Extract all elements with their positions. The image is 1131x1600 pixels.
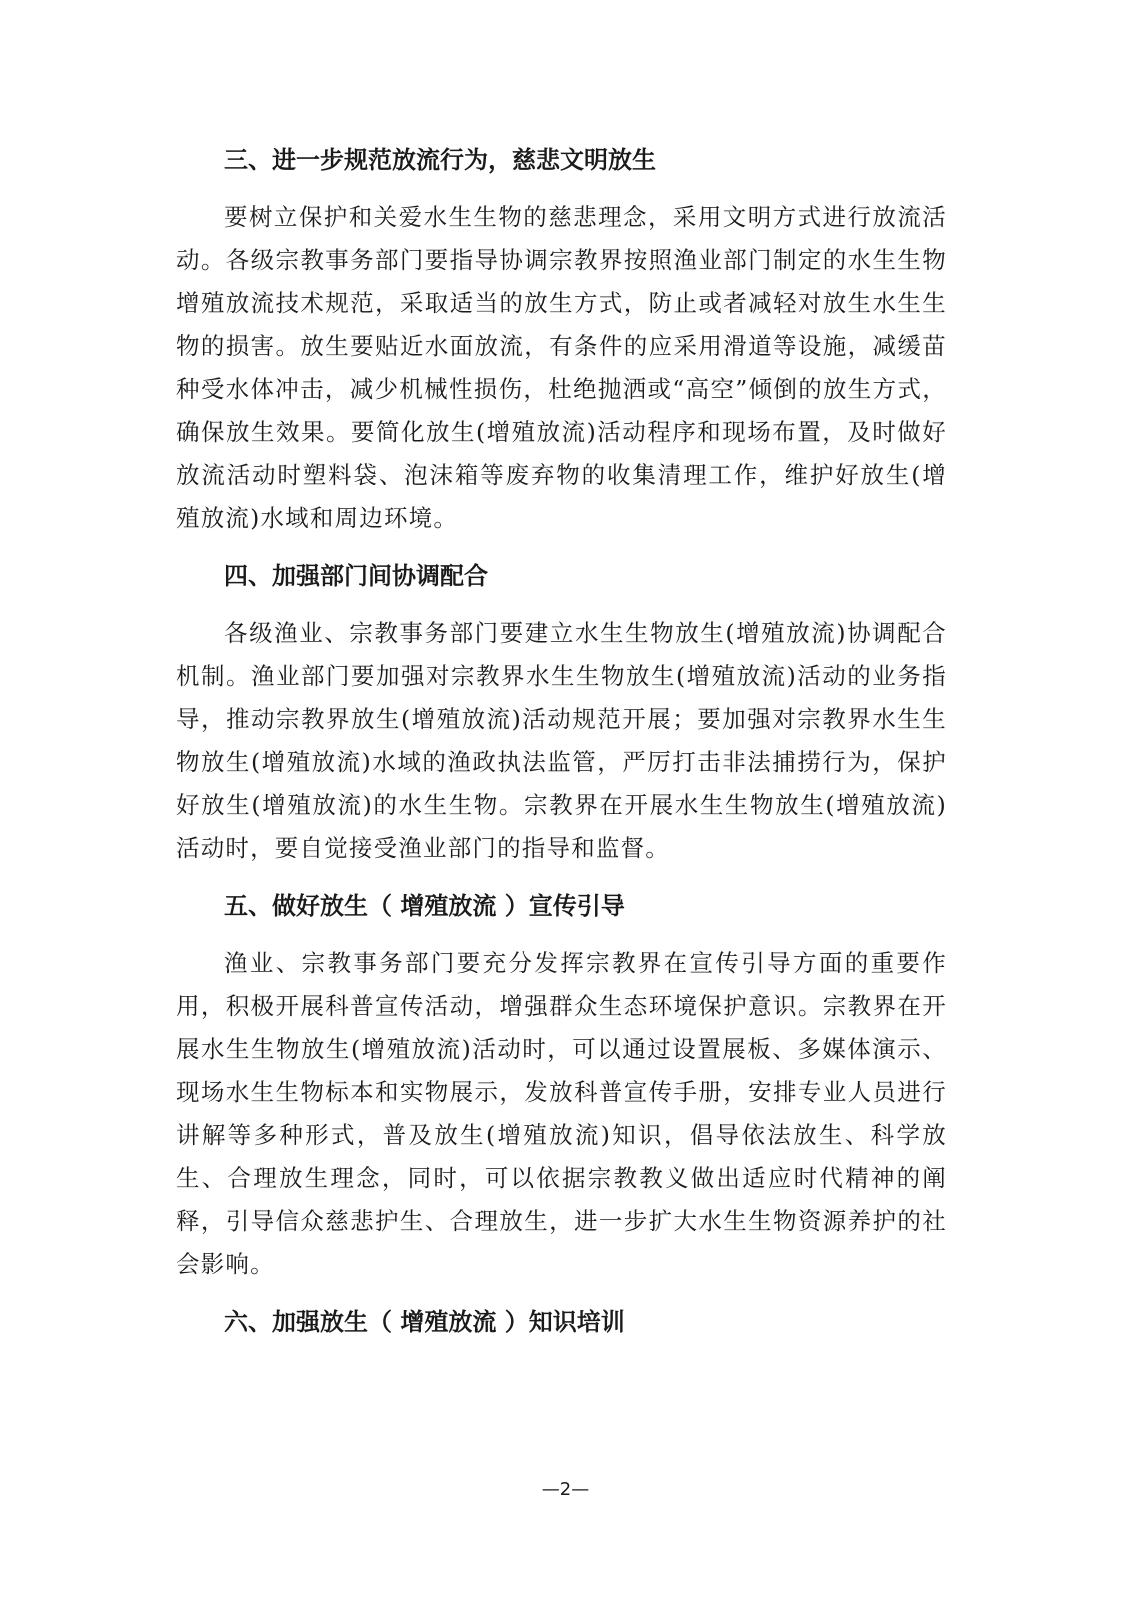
section-paragraph-3: 要树立保护和关爱水生生物的慈悲理念，采用文明方式进行放流活动。各级宗教事务部门要指导协调宗教界按照渔业部门制定的水生生物增殖放流技术规范，采取适当的放生方式，防止或者减轻对放生水生生物的损害。放生要贴近水面放流，有条件的应采用滑道等设施，减缓苗种受水体冲击，减少机械性损伤，杜绝抛洒或“高空”倾倒的放生方式，确保放生效果。要简化放生(增殖放流)活动程序和现场布置，及时做好放流活动时塑料袋、泡沫箱等废弃物的收集清理工作，维护好放生(增殖放流)水域和周边环境。 xyxy=(176,203,947,532)
section-heading-4: 四、加强部门间协调配合 xyxy=(224,562,488,590)
section-paragraph-4: 各级渔业、宗教事务部门要建立水生生物放生(增殖放流)协调配合机制。渔业部门要加强对宗教界水生生物放生(增殖放流)活动的业务指导，推动宗教界放生(增殖放流)活动规范开展；要加强对宗教界水生生物放生(增殖放流)水域的渔政执法监管，严厉打击非法捕捞行为，保护好放生(增殖放流)的水生生物。宗教界在开展水生生物放生(增殖放流)活动时，要自觉接受渔业部门的指导和监督。 xyxy=(176,619,947,862)
section-heading-3: 三、进一步规范放流行为，慈悲文明放生 xyxy=(224,146,656,174)
document-body xyxy=(176,138,947,1344)
section-paragraph-5: 渔业、宗教事务部门要充分发挥宗教界在宣传引导方面的重要作用，积极开展科普宣传活动，增强群众生态环境保护意识。宗教界在开展水生生物放生(增殖放流)活动时，可以通过设置展板、多媒体演示、现场水生生物标本和实物展示，发放科普宣传手册，安排专业人员进行讲解等多种形式，普及放生(增殖放流)知识，倡导依法放生、科学放生、合理放生理念，同时，可以依据宗教教义做出适应时代精神的阐释，引导信众慈悲护生、合理放生，进一步扩大水生生物资源养护的社会影响。 xyxy=(176,949,947,1278)
section-heading-6: 六、加强放生（ 增殖放流 ）知识培训 xyxy=(224,1308,625,1336)
section-heading-5: 五、做好放生（ 增殖放流 ）宣传引导 xyxy=(224,892,625,920)
page-number: —2— xyxy=(541,1479,590,1500)
